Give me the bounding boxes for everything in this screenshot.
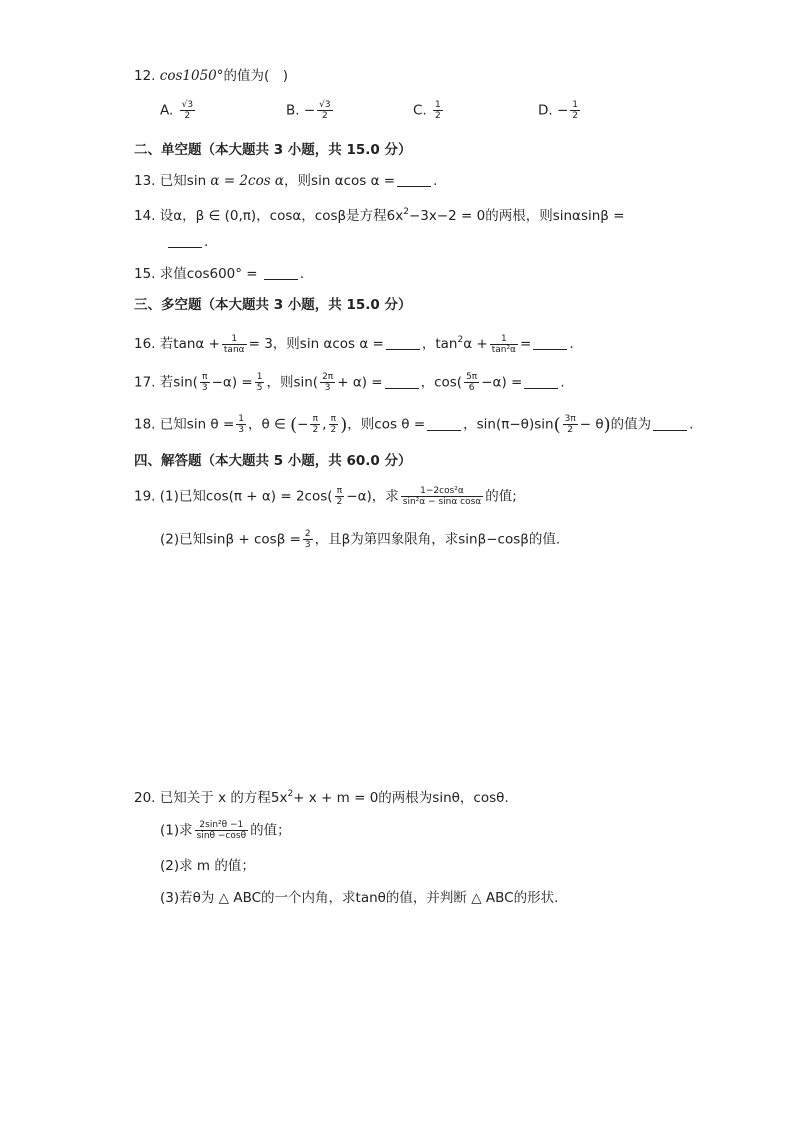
question-14: 14. 设α，β ∈ (0,π)，cosα，cosβ是方程$6x^2-3x-2 = 0$的两根，则sinαsinβ = [134, 207, 625, 224]
section-heading-3: 三、多空题（本大题共 3 小题，共 15.0 分） [134, 297, 412, 313]
answer-blank[interactable] [168, 233, 202, 248]
answer-blank[interactable] [427, 416, 461, 431]
question-18: 18. 已知sin θ = $\frac{1}{3}$ ，θ ∈ (− $\frac{\pi}{2}$ , $\frac{\pi}{2}$ )，则cos θ = ，sin(π−θ)sin( $\frac{3\pi}{2}$ − θ)的值为 . [134, 414, 694, 436]
answer-blank[interactable] [264, 265, 298, 280]
answer-blank[interactable] [386, 335, 420, 350]
answer-blank[interactable] [524, 374, 558, 389]
q12-expression: cos1050° [159, 68, 224, 84]
question-20-part1: (1)求 $\frac{\text{2sin²θ −1}}{\sin\theta -\cos\theta}$ 的值； [160, 820, 291, 841]
option-c[interactable]: C. $\frac{1}{2}$ [413, 100, 441, 121]
question-20-part2: (2)求 m 的值； [160, 858, 255, 874]
question-13: 13. 已知sin α = 2cos α，则sin αcos α = . [134, 173, 438, 189]
answer-blank[interactable] [533, 335, 567, 350]
q12-options [160, 100, 620, 128]
question-12: 12. cos1050°的值为( ) [134, 68, 289, 84]
question-14-cont: . [166, 232, 208, 252]
question-19-part1: 19. (1)已知cos(π + α) = 2cos( $\frac{\pi}{2}$ −α)，求 $\frac{\text{1−2cos²α}}{\text{sin²α − sinα cosα}}$ 的值; [134, 486, 517, 507]
section-heading-2: 二、单空题（本大题共 3 小题，共 15.0 分） [134, 142, 412, 158]
option-b[interactable]: B. − $\frac{√3}{2}$ [286, 100, 331, 121]
section-heading-4: 四、解答题（本大题共 5 小题，共 60.0 分） [134, 453, 412, 469]
question-15: 15. 求值cos600° = . [134, 266, 305, 282]
option-a[interactable]: A. $\frac{√3}{2}$ [160, 100, 194, 121]
answer-blank[interactable] [385, 374, 419, 389]
answer-blank[interactable] [397, 172, 431, 187]
option-d[interactable]: D. − $\frac{1}{2}$ [538, 100, 579, 121]
answer-blank[interactable] [653, 416, 687, 431]
question-20: 20. 已知关于 x 的方程$5x^2+ x + m = 0$的两根为sinθ，cosθ. [134, 789, 509, 806]
question-19-part2: (2)已知sinβ + cosβ = $\frac{2}{3}$ ，且β为第四象限角，求sinβ−cosβ的值. [160, 529, 561, 550]
question-17: 17. 若sin( $\frac{\pi}{3}$ −α) = $\frac{1}{5}$ ，则sin( $\frac{2\pi}{3}$ + α) = ，cos( $\frac{5\pi}{6}$ −α) = . [134, 372, 565, 393]
question-20-part3: (3)若θ为 △ ABC的一个内角，求tanθ的值，并判断 △ ABC的形状. [160, 890, 559, 906]
question-16: 16. 若tanα + $\frac{1}{\tan\alpha}$ = 3，则sin αcos α = ，$\tan^2\alpha$ + $\frac{1}{\text{tan²α}}$ = . [134, 333, 574, 355]
